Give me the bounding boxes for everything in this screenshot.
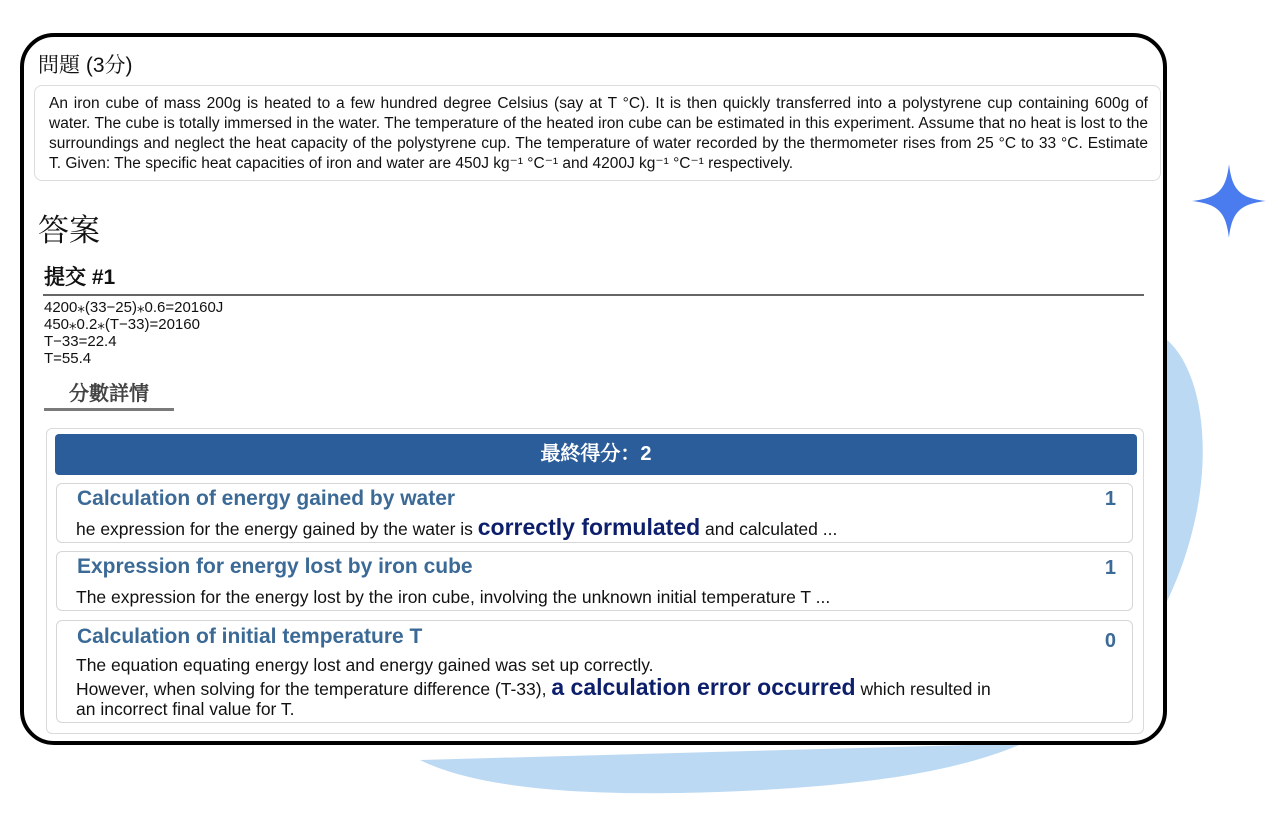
student-work [44, 299, 223, 367]
criterion-item [56, 483, 1133, 543]
criterion-item [56, 551, 1133, 611]
work-line: 4200⁎(33−25)⁎0.6=20160J [44, 299, 224, 316]
criterion-item [56, 620, 1133, 723]
criterion-description: However, when solving for the temperature difference (T-33), a calculation error occurred which resulted in [76, 674, 991, 700]
work-line: T=55.4 [44, 350, 92, 367]
question-text: An iron cube of mass 200g is heated to a few hundred degree Celsius (say at T °C). It is then quickly transferred into a polystyrene cup containing 600g of water. The cube is totally immersed in the water. The temperature of the heated iron cube can be estimated in this experiment. Assume that no heat is lost to the surroundings and neglect the heat capacity of the polystyrene cup. The temperature of water recorded by the thermometer rises from 25 °C to 33 °C. Estimate T. Given: The specific heat capacities of iron and water are 450J kg⁻¹ °C⁻¹ and 4200J kg⁻¹ °C⁻¹ respectively. [34, 85, 1161, 181]
four-point-star-icon [1190, 162, 1268, 240]
criterion-title: Calculation of energy gained by water [77, 487, 456, 510]
criterion-description: he expression for the energy gained by the water is correctly formulated and calculated ... [76, 514, 838, 540]
criterion-score: 0 [1104, 630, 1116, 652]
criterion-description: an incorrect final value for T. [76, 699, 295, 719]
criterion-title: Calculation of initial temperature T [77, 625, 423, 648]
criterion-description: The equation equating energy lost and energy gained was set up correctly. [76, 655, 654, 675]
submission-title: 提交 #1 [44, 266, 116, 289]
criterion-description: The expression for the energy lost by the iron cube, involving the unknown initial temperature T ... [76, 587, 831, 607]
work-line: T−33=22.4 [44, 333, 117, 350]
work-line: 450⁎0.2⁎(T−33)=20160 [44, 316, 200, 333]
score-panel [46, 428, 1144, 734]
highlight-text: a calculation error occurred [551, 674, 856, 700]
criterion-title: Expression for energy lost by iron cube [77, 555, 473, 578]
tab-score-details[interactable]: 分數詳情 [44, 377, 174, 411]
answer-heading: 答案 [38, 213, 100, 248]
criterion-score: 1 [1104, 488, 1116, 510]
final-score-bar: 最終得分：2 [55, 434, 1137, 475]
highlight-text: correctly formulated [477, 514, 701, 540]
question-heading: 問題 (3分) [38, 54, 133, 77]
grading-card [20, 33, 1167, 745]
criterion-score: 1 [1104, 557, 1116, 579]
divider [43, 294, 1144, 296]
